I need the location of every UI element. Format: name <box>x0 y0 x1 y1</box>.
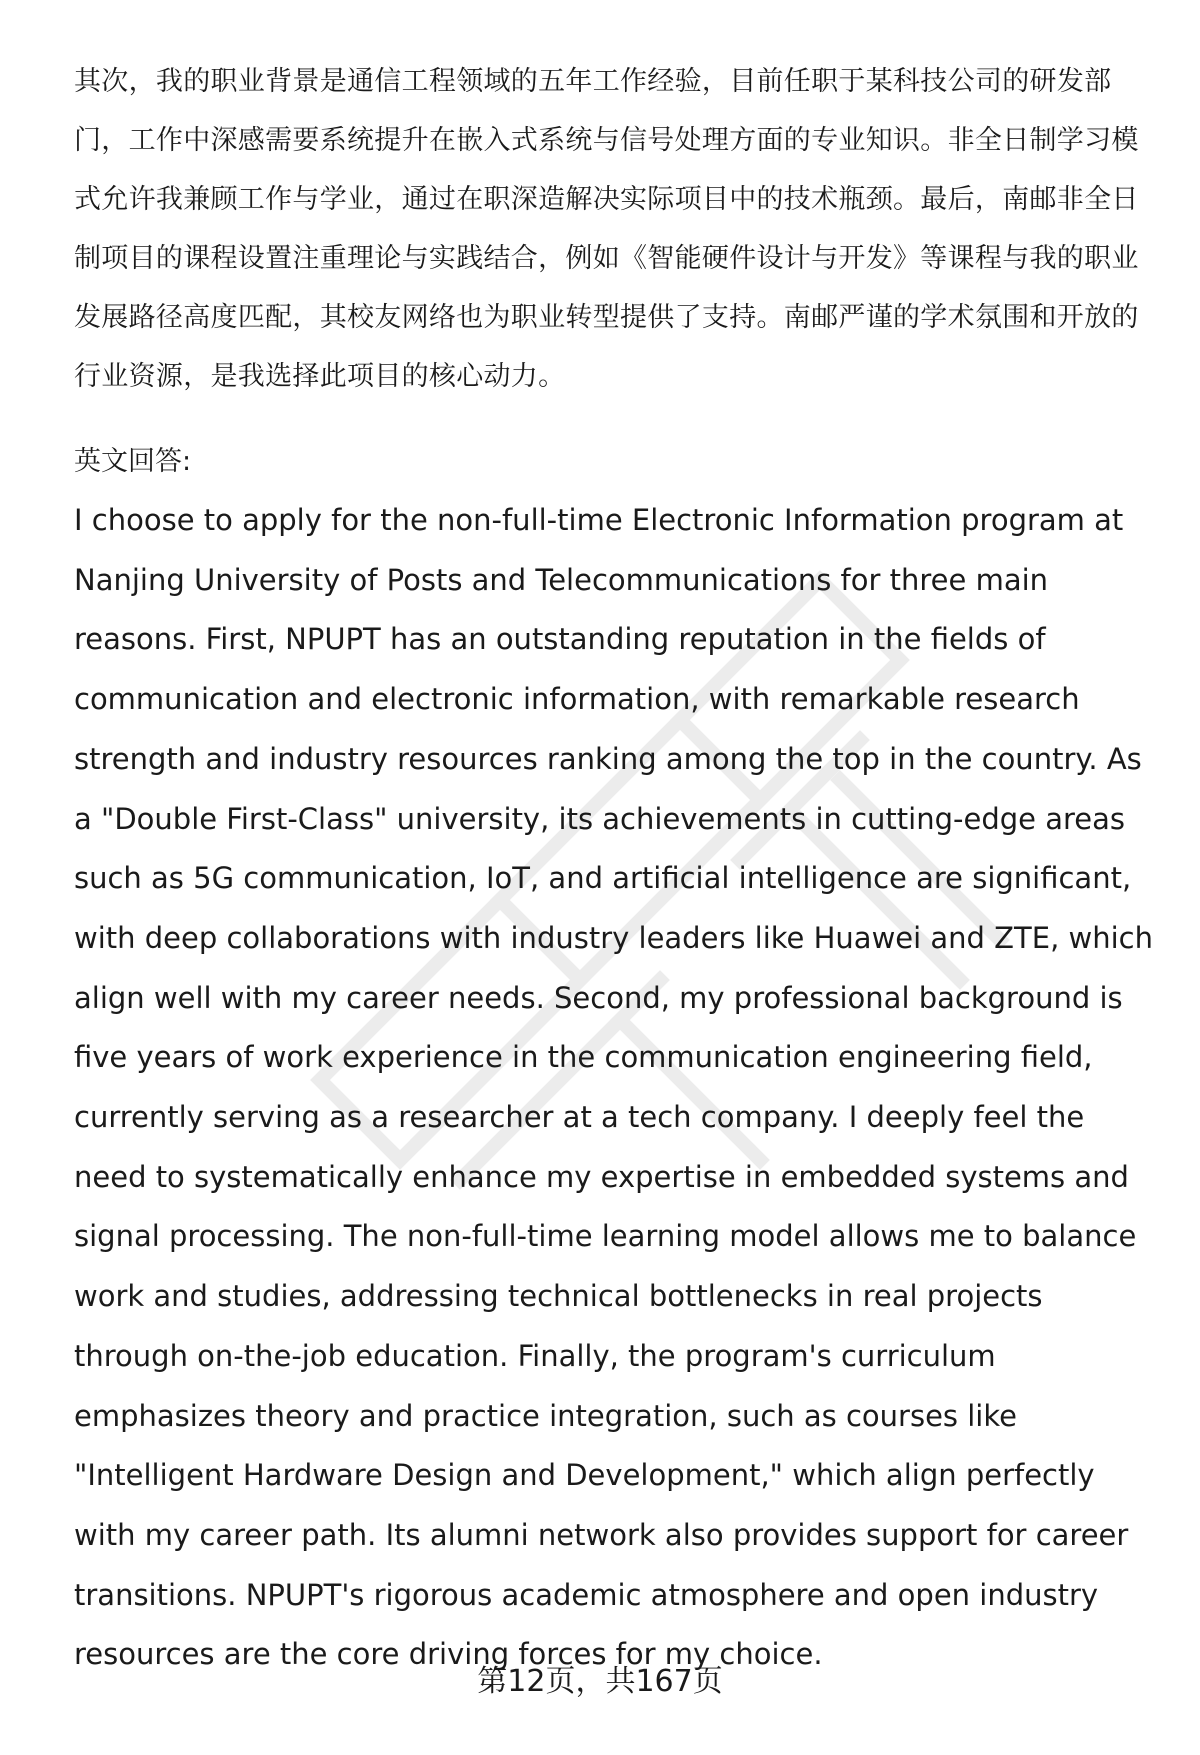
english-answer-label: 英文回答: <box>74 446 192 477</box>
document-body <box>74 52 1154 1685</box>
english-paragraph: I choose to apply for the non-full-time Electronic Information program at Nanjing University of Posts and Telecommunications for three main reasons. First, NPUPT has an outstanding reputation in the fields of communication and electronic information, with remarkable research strength and industry resources ranking among the top in the country. As a "Double First-Class" university, its achievements in cutting-edge areas such as 5G communication, IoT, and artificial intelligence are significant, with deep collaborations with industry leaders like Huawei and ZTE, which align well with my career needs. Second, my professional background is five years of work experience in the communication engineering field, currently serving as a researcher at a tech company. I deeply feel the need to systematically enhance my expertise in embedded systems and signal processing. The non-full-time learning model allows me to balance work and studies, addressing technical bottlenecks in real projects through on-the-job education. Finally, the program's curriculum emphasizes theory and practice integration, such as courses like "Intelligent Hardware Design and Development," which align perfectly with my career path. Its alumni network also provides support for career transitions. NPUPT's rigorous academic atmosphere and open industry resources are the core driving forces for my choice. <box>74 503 1154 1672</box>
page-indicator: 第12页，共167页 <box>477 1664 723 1699</box>
chinese-paragraph: 其次，我的职业背景是通信工程领域的五年工作经验，目前任职于某科技公司的研发部门，工作中深感需要系统提升在嵌入式系统与信号处理方面的专业知识。非全日制学习模式允许我兼顾工作与学业，通过在职深造解决实际项目中的技术瓶颈。最后，南邮非全日制项目的课程设置注重理论与实践结合，例如《智能硬件设计与开发》等课程与我的职业发展路径高度匹配，其校友网络也为职业转型提供了支持。南邮严谨的学术氛围和开放的行业资源，是我选择此项目的核心动力。 <box>74 66 1139 392</box>
